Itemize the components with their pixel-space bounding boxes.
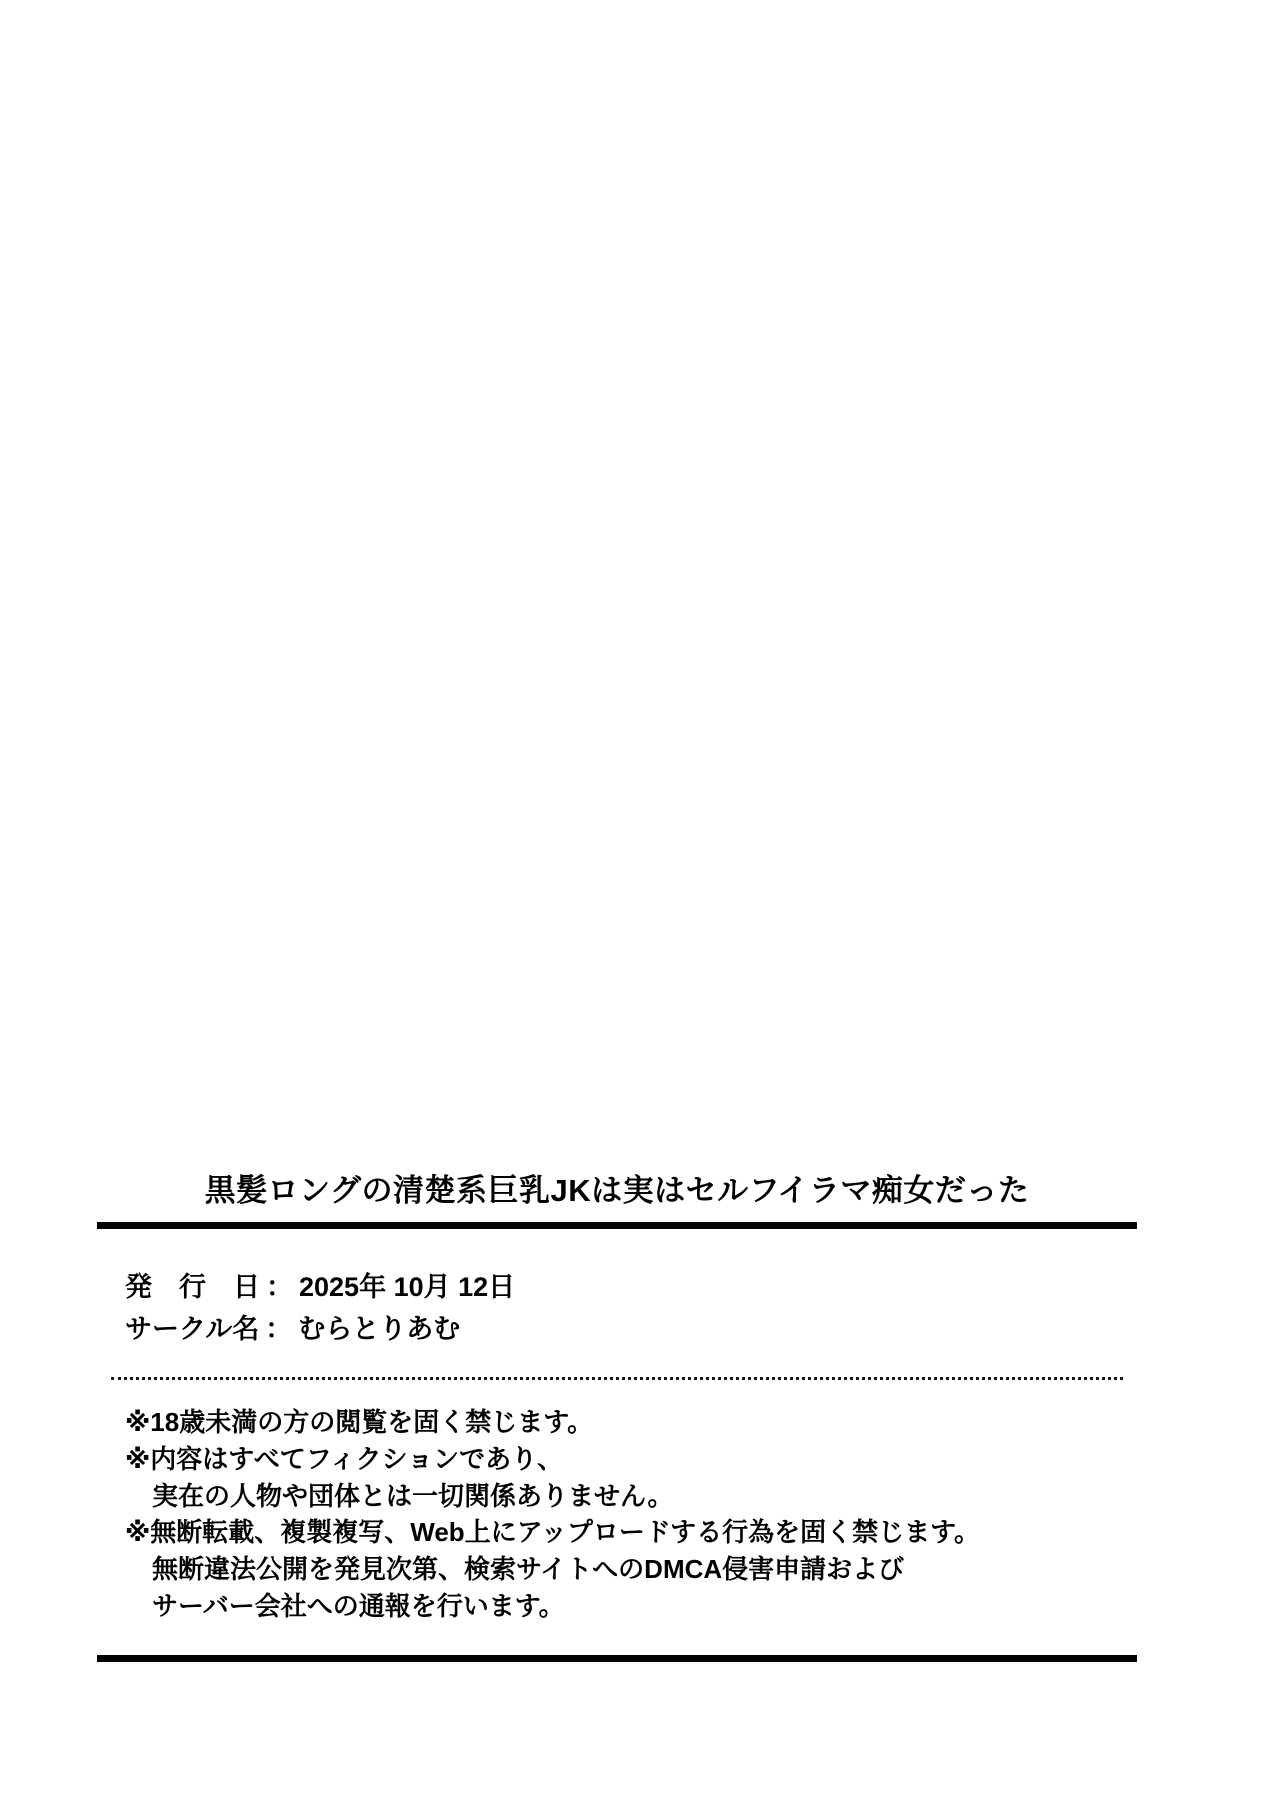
- notice-line-reproduction-2: 無断違法公開を発見次第、検索サイトへのDMCA侵害申請および: [152, 1554, 905, 1585]
- meta-row-circle-name: [125, 1309, 1137, 1351]
- notice-line-fiction-2: 実在の人物や団体とは一切関係ありません。: [152, 1480, 674, 1511]
- footer-divider-rule: [97, 1655, 1137, 1662]
- meta-separator-publication-date: ：: [266, 1272, 293, 1302]
- notice-line-reproduction-3: サーバー会社への通報を行います。: [152, 1591, 565, 1622]
- notice-line-fiction-1: ※内容はすべてフィクションであり、: [125, 1443, 564, 1474]
- meta-label-publication-date: 発 行 日: [125, 1272, 260, 1302]
- meta-separator-circle-name: ：: [265, 1313, 293, 1344]
- legal-notices: [125, 1404, 1137, 1625]
- meta-value-circle-name: むらとりあむ: [298, 1313, 461, 1344]
- colophon-block: [97, 1165, 1137, 1662]
- title-divider-rule: [97, 1222, 1137, 1229]
- publication-meta: [125, 1267, 1137, 1351]
- meta-label-circle-name: サークル名: [125, 1313, 260, 1344]
- dotted-divider-rule: [111, 1377, 1123, 1380]
- meta-value-publication-date: 2025年 10月 12日: [299, 1272, 516, 1302]
- notice-line-reproduction-1: ※無断転載、複製複写、Web上にアップロードする行為を固く禁じます。: [125, 1517, 981, 1548]
- footer-rule-wrapper: [97, 1655, 1137, 1662]
- notice-line-age-restriction: ※18歳未満の方の閲覧を固く禁じます。: [125, 1406, 594, 1437]
- meta-row-publication-date: [125, 1267, 1137, 1309]
- work-title: 黒髪ロングの清楚系巨乳JKは実はセルフイラマ痴女だった: [204, 1173, 1030, 1208]
